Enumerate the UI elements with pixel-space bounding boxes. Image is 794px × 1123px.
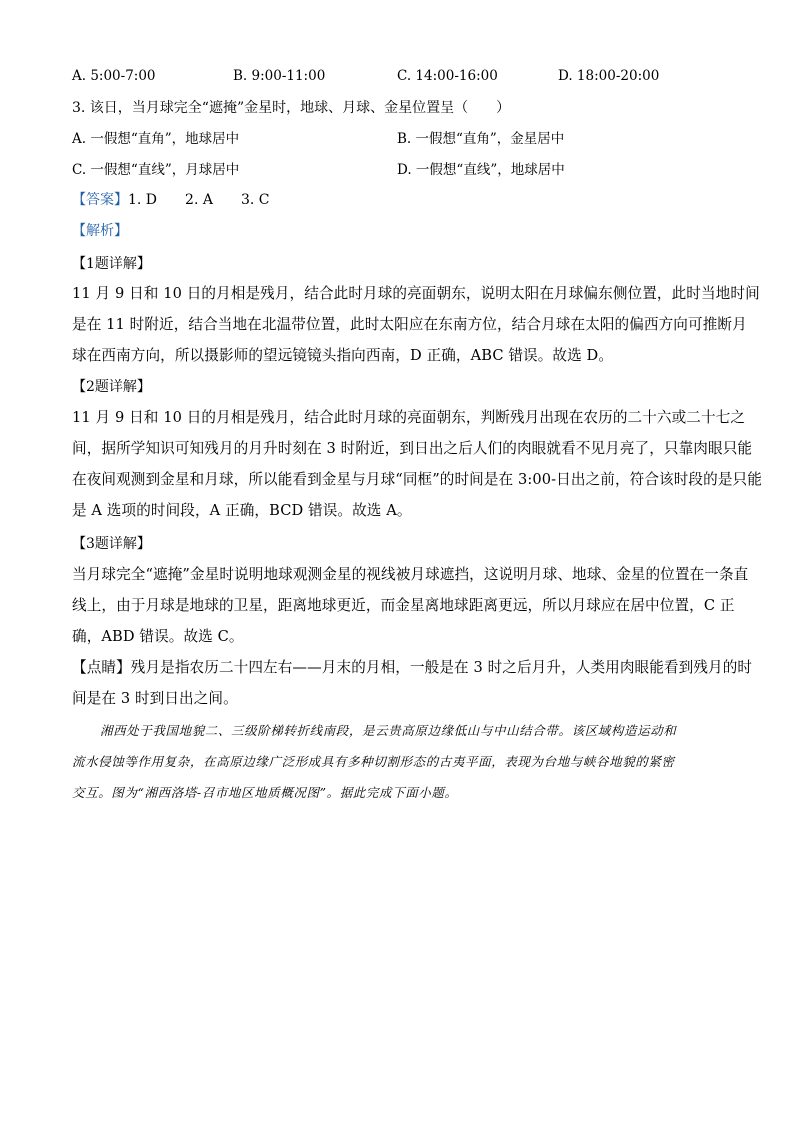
detail1-line: 是在 11 时附近，结合当地在北温带位置，此时太阳应在东南方位，结合月球在太阳的偏西方向可推断月: [72, 316, 747, 333]
q3-option-c: C. 一假想“直线”，月球居中: [72, 162, 240, 178]
detail2-line: 是 A 选项的时间段，A 正确，BCD 错误。故选 A。: [72, 502, 412, 519]
q2-option-a: A. 5:00-7:00: [72, 68, 156, 84]
q3-option-a: A. 一假想“直角”，地球居中: [72, 131, 240, 147]
tip-line-2: 间是在 3 时到日出之间。: [72, 690, 238, 707]
q2-option-d: D. 18:00-20:00: [558, 68, 660, 84]
detail1-tag: 【1题详解】: [72, 256, 151, 272]
q2-option-b: B. 9:00-11:00: [233, 68, 326, 84]
detail2-line: 11 月 9 日和 10 日的月相是残月，结合此时月球的亮面朝东，判断残月出现在农历的二十六或二十七之: [72, 409, 746, 426]
answer-text: 1. D 2. A 3. C: [128, 192, 270, 208]
intro-line: 流水侵蚀等作用复杂，在高原边缘广泛形成具有多种切割形态的古夷平面，表现为台地与峡谷地貌的紧密: [72, 754, 675, 769]
detail2-tag: 【2题详解】: [72, 379, 151, 395]
answer-line: [72, 190, 269, 210]
q3-option-d: D. 一假想“直线”，地球居中: [397, 162, 565, 178]
detail1-line: 球在西南方向，所以摄影师的望远镜镜头指向西南，D 正确，ABC 错误。故选 D。: [72, 347, 614, 364]
answer-tag: 【答案】: [72, 192, 128, 208]
intro-line: 交互。图为“湘西洛塔-召市地区地质概况图”。据此完成下面小题。: [72, 785, 458, 800]
detail2-line: 间，据所学知识可知残月的月升时刻在 3 时附近，到日出之后人们的肉眼就看不见月亮了，只靠肉眼只能: [72, 440, 753, 457]
tip-tag: 【点睛】: [72, 659, 131, 676]
detail1-line: 11 月 9 日和 10 日的月相是残月，结合此时月球的亮面朝东，说明太阳在月球偏东侧位置，此时当地时间: [72, 285, 760, 302]
intro-line: 湘西处于我国地貌二、三级阶梯转折线南段，是云贵高原边缘低山与中山结合带。该区域构造运动和: [100, 723, 677, 738]
q3-stem: 3. 该日，当月球完全“遮掩”金星时，地球、月球、金星位置呈（ ）: [72, 100, 511, 116]
q2-option-c: C. 14:00-16:00: [397, 68, 498, 84]
analysis-tag: 【解析】: [72, 223, 128, 239]
tip-line: [72, 658, 752, 678]
q3-option-b: B. 一假想“直角”，金星居中: [397, 131, 565, 147]
detail3-line: 当月球完全“遮掩”金星时说明地球观测金星的视线被月球遮挡，这说明月球、地球、金星的位置在一条直: [72, 566, 749, 583]
detail3-tag: 【3题详解】: [72, 536, 151, 552]
detail2-line: 在夜间观测到金星和月球，所以能看到金星与月球“同框”的时间是在 3:00-日出之前，符合该时段的是只能: [72, 471, 762, 488]
detail3-line: 线上，由于月球是地球的卫星，距离地球更近，而金星离地球距离更远，所以月球应在居中位置，C 正: [72, 597, 735, 614]
tip-text: 残月是指农历二十四左右——月末的月相，一般是在 3 时之后月升，人类用肉眼能看到残月的时: [130, 659, 753, 676]
detail3-line: 确，ABD 错误。故选 C。: [72, 628, 244, 645]
